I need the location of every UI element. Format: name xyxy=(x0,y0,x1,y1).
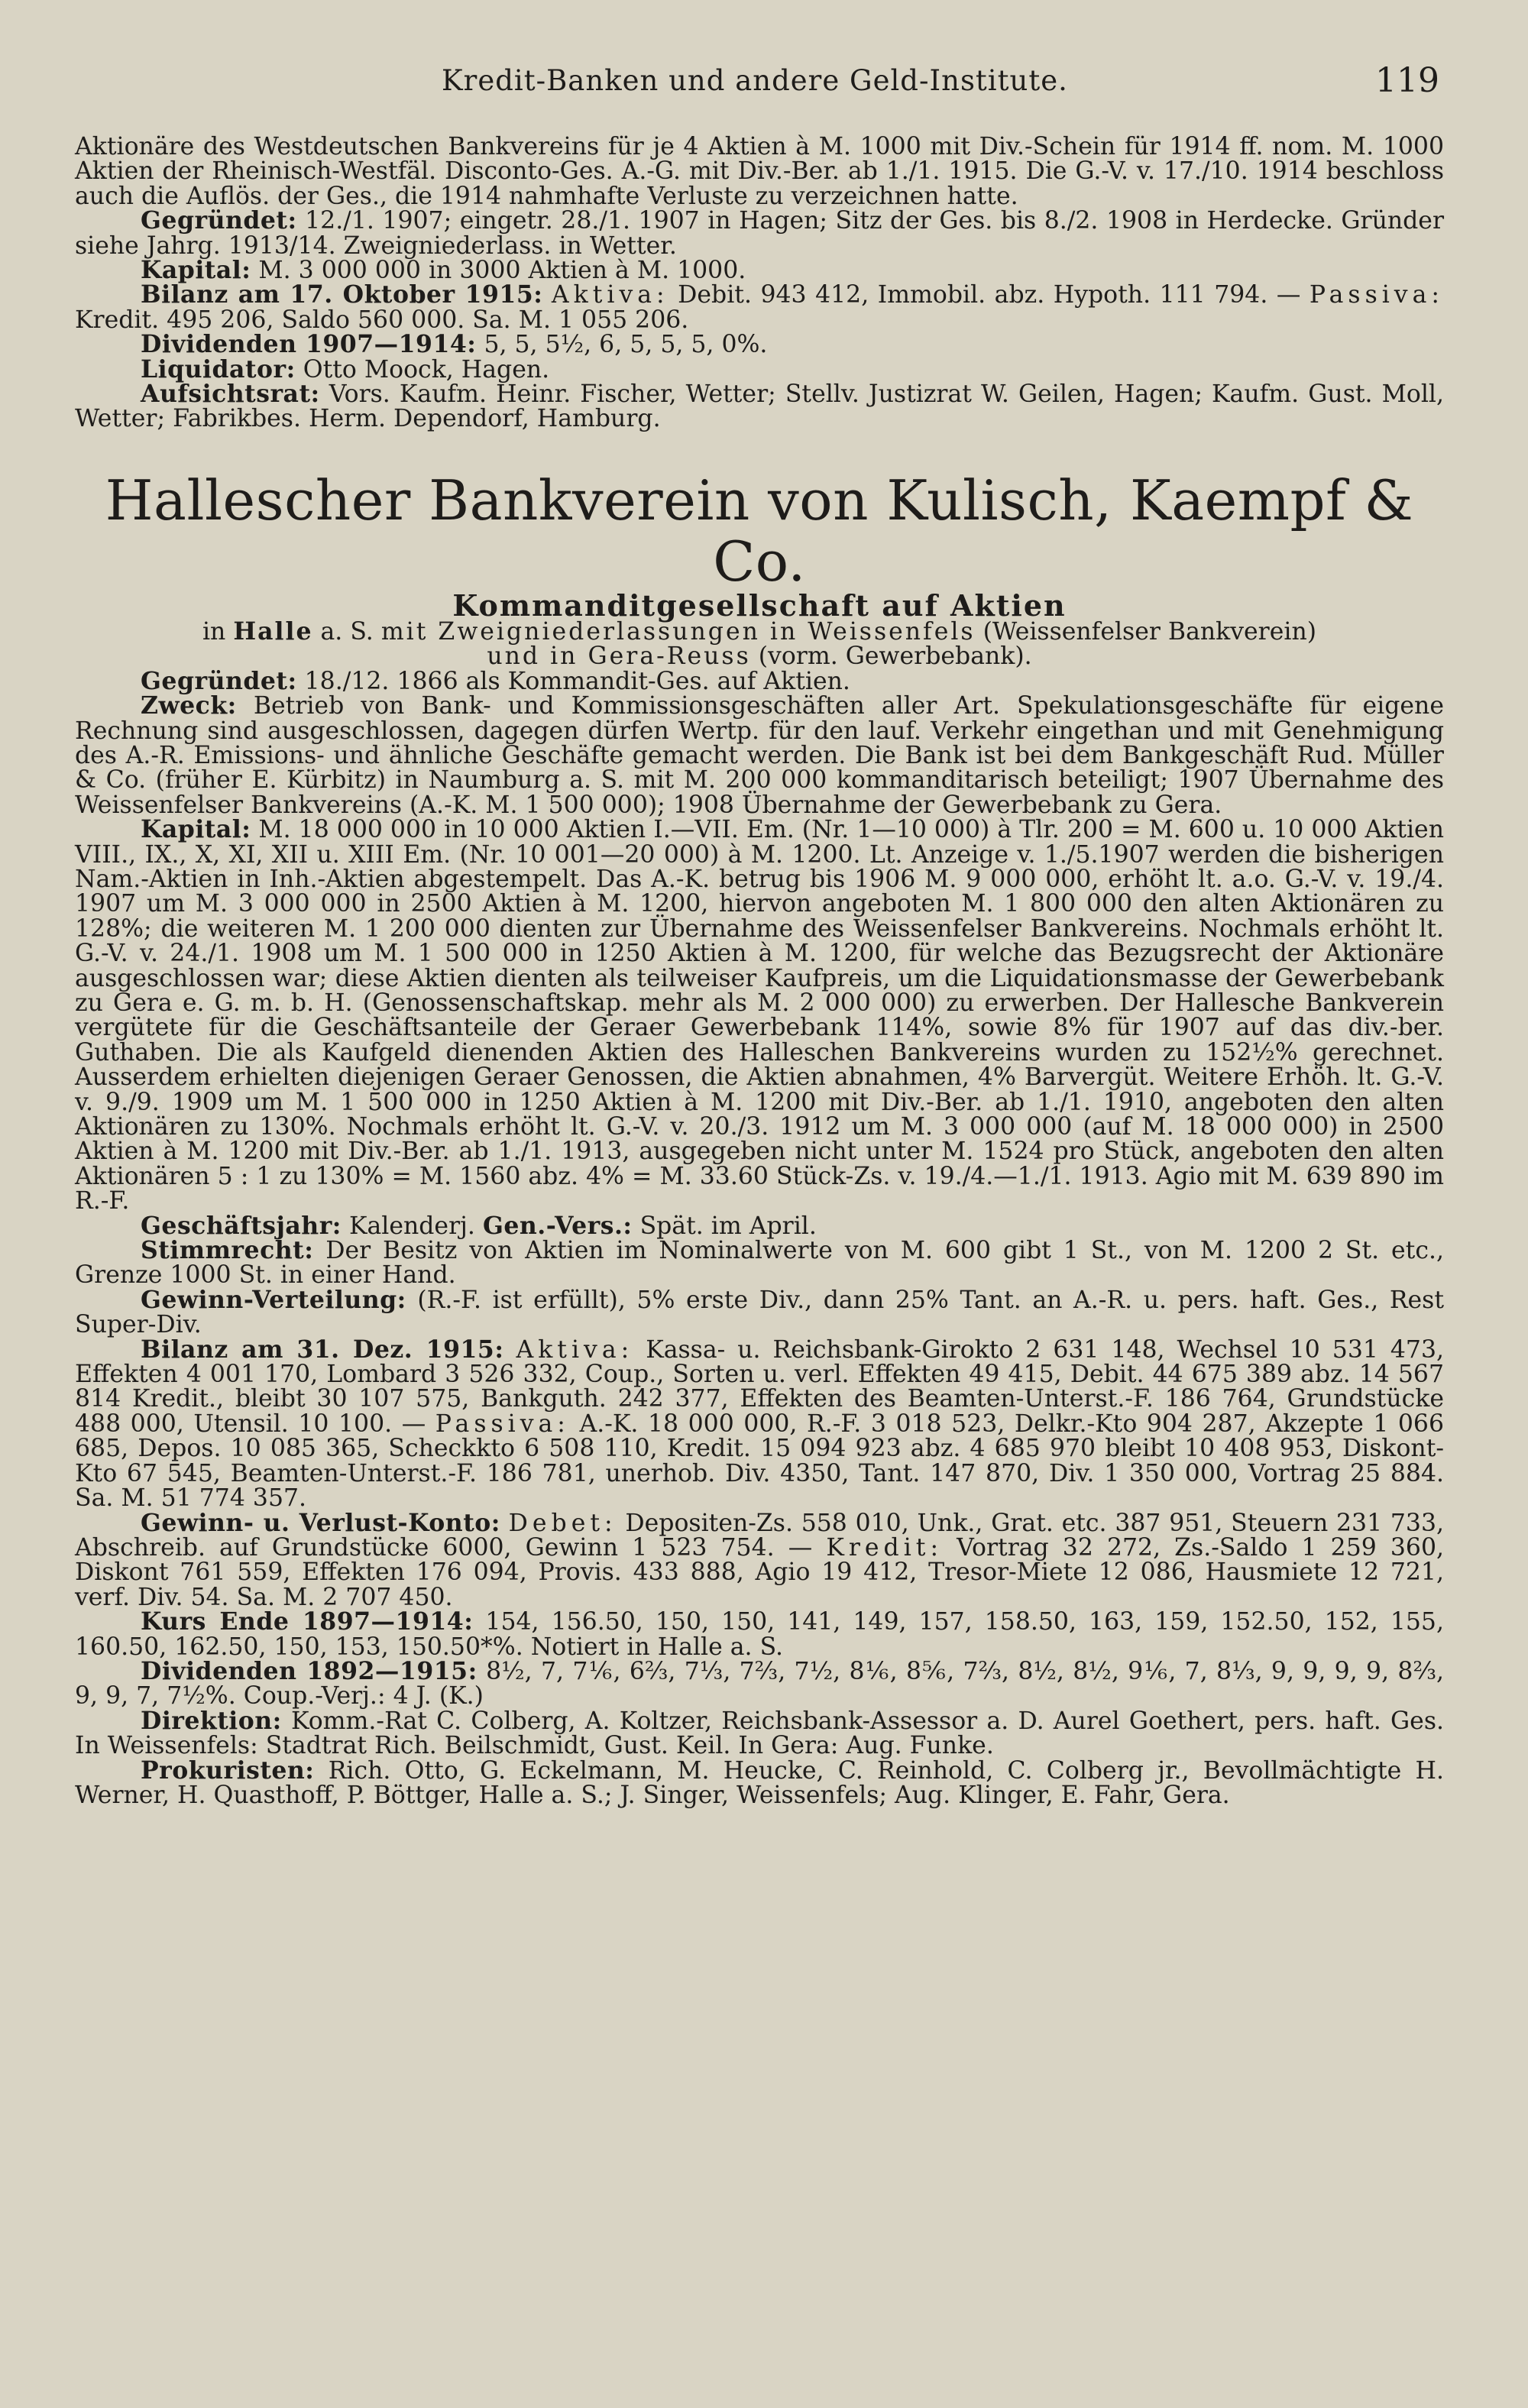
zweck xyxy=(75,691,1444,819)
dividenden-label: Dividenden 1892—1915: xyxy=(141,1656,478,1685)
guv-text-2: Vortrag 32 272, Zs.-Saldo 1 259 360, Diskont 761 559, Effekten 176 094, Provis. 433 888, Agio 19 412, Tresor-Miete 12 086, Hausmiete 12 721, verf. Div. 54. Sa. M. 2 707 450. xyxy=(75,1533,1444,1611)
page-header xyxy=(0,60,1528,105)
prev-bilanz-aktiva: Aktiva: xyxy=(551,281,669,309)
bilanz-text-2: A.-K. 18 000 000, R.-F. 3 018 523, Delkr.-Kto 904 287, Akzepte 1 066 685, Depos. 10 085 365, Scheckkto 6 508 110, Kredit. 15 094 923 abz. 4 685 970 bleibt 10 408 953, Diskont-Kto 67 545, Beamten-Unterst.-F. 186 781, unerhob. Div. 4350, Tant. 147 870, Div. 1 350 000, Vortrag 25 884. Sa. M. 51 774 357. xyxy=(75,1410,1445,1513)
genvers-text: Spät. im April. xyxy=(639,1212,817,1240)
stimmrecht-text: Der Besitz von Aktien im Nominalwerte von M. 600 gibt 1 St., von M. 1200 2 St. etc., Grenze 1000 St. in einer Hand. xyxy=(75,1237,1444,1290)
prev-kapital xyxy=(75,258,1444,283)
prev-gegruendet-label: Gegründet: xyxy=(141,206,297,235)
guv-kredit: Kredit: xyxy=(826,1533,944,1562)
gegruendet-label: Gegründet: xyxy=(141,666,297,695)
bilanz-aktiva: Aktiva: xyxy=(516,1335,634,1364)
prev-aufsichtsrat-text: Vors. Kaufm. Heinr. Fischer, Wetter; Stellv. Justizrat W. Geilen, Hagen; Kaufm. Gust. Moll, Wetter; Fabrikbes. Herm. Dependorf, Hamburg. xyxy=(75,380,1445,433)
location-line-2-spaced: und in Gera-Reuss xyxy=(487,642,751,671)
guv-debet: Debet: xyxy=(508,1509,617,1537)
prokuristen xyxy=(75,1756,1445,1809)
running-title: Kredit-Banken und andere Geld-Institute. xyxy=(442,64,1068,97)
prev-aufsichtsrat xyxy=(75,382,1444,432)
gegruendet xyxy=(75,666,1444,695)
kapital-label: Kapital: xyxy=(141,815,251,844)
page-number: 119 xyxy=(1375,61,1439,100)
prev-dividenden xyxy=(75,332,1444,357)
prev-liquidator-text: Otto Moock, Hagen. xyxy=(303,355,550,384)
direktion-label: Direktion: xyxy=(141,1706,282,1735)
prev-bilanz-label: Bilanz am 17. Oktober 1915: xyxy=(141,280,543,309)
bank-title: Hallescher Bankverein von Kulisch, Kaempf & Co. xyxy=(105,468,1414,594)
genvers-label: Gen.-Vers.: xyxy=(482,1211,633,1240)
guv-label: Gewinn- u. Verlust-Konto: xyxy=(141,1508,500,1537)
bank-subtitle: Kommanditgesellschaft auf Aktien xyxy=(452,587,1067,623)
location-prefix: in xyxy=(202,617,226,646)
prev-aufsichtsrat-label: Aufsichtsrat: xyxy=(141,380,320,409)
stimmrecht xyxy=(75,1238,1444,1288)
prev-dividenden-label: Dividenden 1907—1914: xyxy=(141,330,477,359)
prev-gegruendet-text: 12./1. 1907; eingetr. 28./1. 1907 in Hagen; Sitz der Ges. bis 8./2. 1908 in Herdecke. Gründer siehe Jahrg. 1913/14. Zweigniederlass. in Wetter. xyxy=(75,207,1445,260)
bilanz xyxy=(75,1335,1445,1513)
location-city: Halle xyxy=(233,617,313,646)
prev-liquidator-label: Liquidator: xyxy=(141,354,296,384)
prev-entry-intro: Aktionäre des Westdeutschen Bankvereins für je 4 Aktien à M. 1000 mit Div.-Schein für 1914 ff. nom. M. 1000 Aktien der Rheinisch-Westfäl. Disconto-Ges. A.-G. mit Div.-Ber. ab 1./1. 1915. Die G.-V. v. 17./10. 1914 beschloss auch die Auflös. der Ges., die 1914 nahmhafte Verluste zu verzeichnen hatte. xyxy=(75,133,1444,210)
geschaeftsjahr-label: Geschäftsjahr: xyxy=(141,1211,342,1240)
prev-gegruendet xyxy=(75,206,1445,260)
location-spaced: mit Zweigniederlassungen in Weissenfels xyxy=(380,617,976,646)
zweck-label: Zweck: xyxy=(141,691,237,720)
gegruendet-text: 18./12. 1866 als Kommandit-Ges. auf Aktien. xyxy=(304,667,850,695)
bilanz-text-1: Kassa- u. Reichsbank-Girokto 2 631 148, Wechsel 10 531 473, Effekten 4 001 170, Lombard 3 526 332, Coup., Sorten u. verl. Effekten 49 415, Debit. 44 675 389 abz. 14 567 814 Kredit., bleibt 30 107 575, Bankguth. 242 377, Effekten des Beamten-Unterst.-F. 186 764, Grundstücke 488 000, Utensil. 10 100. — xyxy=(75,1335,1445,1438)
gewinnverteilung-text: (R.-F. ist erfüllt), 5% erste Div., dann 25% Tant. an A.-R. u. pers. haft. Ges., Rest Super-Div. xyxy=(75,1286,1444,1339)
prokuristen-text: Rich. Otto, G. Eckelmann, M. Heucke, C. Reinhold, C. Colberg jr., Bevollmächtigte H. Werner, H. Quasthoff, P. Böttger, Halle a. S.; J. Singer, Weissenfels; Aug. Klinger, E. Fahr, Gera. xyxy=(75,1756,1445,1809)
geschaeftsjahr xyxy=(75,1211,1444,1240)
bank-location xyxy=(75,617,1444,671)
kapital-text: M. 18 000 000 in 10 000 Aktien I.—VII. Em. (Nr. 1—10 000) à Tlr. 200 = M. 600 u. 10 000 Aktien VIII., IX., X, XI, XII u. XIII Em. (Nr. 10 001—20 000) à M. 1200. Lt. Anzeige v. 1./5.1907 werden die bisherigen Nam.-Aktien in Inh.-Aktien abgestempelt. Das A.-K. betrug bis 1906 M. 9 000 000, erhöht lt. a.o. G.-V. v. 19./4. 1907 um M. 3 000 000 in 2500 Aktien à M. 1200, hiervon angeboten M. 1 800 000 den alten Aktionären zu 128%; die weiteren M. 1 200 000 dienten zur Übernahme des Weissenfelser Bankvereins. Nochmals erhöht lt. G.-V. v. 24./1. 1908 um M. 1 500 000 in 1250 Aktien à M. 1200, für welche das Bezugsrecht der Aktionäre ausgeschlossen war; diese Aktien dienten als teilweiser Kaufpreis, um die Liquidationsmasse der Gewerbebank zu Gera e. G. m. b. H. (Genossenschaftskap. mehr als M. 2 000 000) zu erwerben. Der Hallesche Bankverein vergütete für die Geschäftsanteile der Geraer Gewerbebank 114%, sowie 8% für 1907 auf das div.-ber. Guthaben. Die als Kaufgeld dienenden Aktien des Halleschen Bankvereins wurden zu 152½% gerechnet. Ausserdem erhielten diejenigen Geraer Genossen, die Aktien abnahmen, 4% Barvergüt. Weitere Erhöh. lt. G.-V. v. 9./9. 1909 um M. 1 500 000 in 1250 Aktien à M. 1200 mit Div.-Ber. ab 1./1. 1910, angeboten den alten Aktionären zu 130%. Nochmals erhöht lt. G.-V. v. 20./3. 1912 um M. 3 000 000 (auf M. 18 000 000) in 2500 Aktien à M. 1200 mit Div.-Ber. ab 1./1. 1913, ausgegeben nicht unter M. 1524 pro Stück, angeboten den alten Aktionären 5 : 1 zu 130% = M. 1560 abz. 4% = M. 33.60 Stück-Zs. v. 19./4.—1./1. 1913. Agio mit M. 639 890 im R.-F. xyxy=(75,816,1444,1215)
direktion xyxy=(75,1706,1444,1760)
bilanz-label: Bilanz am 31. Dez. 1915: xyxy=(141,1335,504,1364)
prev-bilanz xyxy=(75,280,1444,334)
kurs-label: Kurs Ende 1897—1914: xyxy=(141,1607,474,1636)
location-line-2-text: (vorm. Gewerbebank). xyxy=(758,642,1032,671)
gewinn-verlust-konto xyxy=(75,1508,1445,1611)
prev-kapital-label: Kapital: xyxy=(141,256,251,285)
direktion-text: Komm.-Rat C. Colberg, A. Koltzer, Reichsbank-Assessor a. D. Aurel Goethert, pers. haft. Ges. In Weissenfels: Stadtrat Rich. Beilschmidt, Gust. Keil. In Gera: Aug. Funke. xyxy=(75,1707,1444,1760)
guv-text-1: Depositen-Zs. 558 010, Unk., Grat. etc. 387 951, Steuern 231 733, Abschreib. auf Grundstücke 6000, Gewinn 1 523 754. — xyxy=(75,1509,1445,1562)
stimmrecht-label: Stimmrecht: xyxy=(141,1236,314,1265)
location-text-1: a. S. xyxy=(320,617,374,646)
prev-kapital-text: M. 3 000 000 in 3000 Aktien à M. 1000. xyxy=(258,257,746,285)
bilanz-passiva: Passiva: xyxy=(435,1410,570,1438)
prev-liquidator xyxy=(75,354,1444,384)
gewinnverteilung-label: Gewinn-Verteilung: xyxy=(141,1285,406,1314)
location-text-2: (Weissenfelser Bankverein) xyxy=(983,617,1317,646)
dividenden-text: 8½, 7, 7⅙, 6⅔, 7⅓, 7⅔, 7½, 8⅙, 8⅚, 7⅔, 8½, 8½, 9⅙, 7, 8⅓, 9, 9, 9, 9, 8⅔, 9, 9, 7, 7½%. Coup.-Verj.: 4 J. (K.) xyxy=(75,1657,1445,1711)
kapital xyxy=(75,817,1444,1214)
kurs xyxy=(75,1607,1444,1661)
prokuristen-label: Prokuristen: xyxy=(141,1756,315,1785)
dividenden xyxy=(75,1656,1445,1711)
kurs-text: 154, 156.50, 150, 150, 141, 149, 157, 158.50, 163, 159, 152.50, 152, 155, 160.50, 162.50, 150, 153, 150.50*%. Notiert in Halle a. S. xyxy=(75,1608,1444,1661)
prev-dividenden-text: 5, 5, 5½, 6, 5, 5, 5, 0%. xyxy=(484,331,768,359)
page-body xyxy=(75,134,1444,1808)
gewinnverteilung xyxy=(75,1285,1444,1339)
prev-bilanz-text-1: Debit. 943 412, Immobil. abz. Hypoth. 111 794. — xyxy=(678,281,1301,309)
prev-bilanz-passiva: Passiva: xyxy=(1309,281,1444,309)
prev-bilanz-text-2: Kredit. 495 206, Saldo 560 000. Sa. M. 1 055 206. xyxy=(75,306,689,334)
zweck-text: Betrieb von Bank- und Kommissionsgeschäften aller Art. Spekulationsgeschäfte für eigene Rechnung sind ausgeschlossen, dagegen dürfen Wertp. für den lauf. Verkehr eingethan und mit Genehmigung des A.-R. Emissions- und ähnliche Geschäfte gemacht werden. Die Bank ist bei dem Bankgeschäft Rud. Müller & Co. (früher E. Kürbitz) in Naumburg a. S. mit M. 200 000 kommanditarisch beteiligt; 1907 Übernahme des Weissenfelser Bankvereins (A.-K. M. 1 500 000); 1908 Übernahme der Gewerbebank zu Gera. xyxy=(75,692,1444,819)
geschaeftsjahr-text: Kalenderj. xyxy=(348,1212,475,1240)
